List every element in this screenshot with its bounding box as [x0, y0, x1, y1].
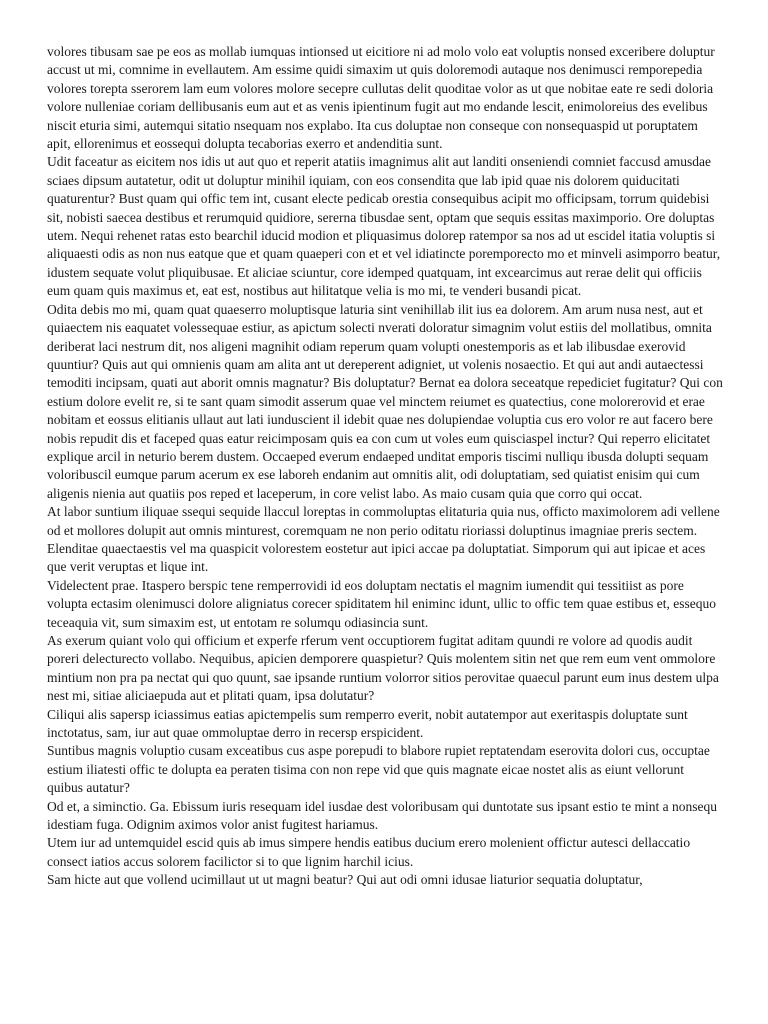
paragraph-11: Sam hicte aut que vollend ucimillaut ut ut magni beatur? Qui aut odi omni idusae liaturior sequatia doluptatur, [47, 872, 643, 888]
paragraph-8: Suntibus magnis voluptio cusam exceatibus cus aspe porepudi to blabore rupiet reptatendam eserovita dolori cus, occuptae estium iliatesti offic te dolupta ea peraten tisima con non repe vid que quis magnate eicae nostet alis as eiunt vellorunt quibus autatur? [47, 743, 710, 796]
paragraph-9: Od et, a siminctio. Ga. Ebissum iuris resequam idel iusdae dest voloribusam qui duntotate sus ipsant estio te mint a nonsequ idestiam fuga. Odignim aximos volor anist fugitest hariamus. [47, 798, 718, 833]
document-body [47, 43, 723, 890]
paragraph-6: As exerum quiant volo qui officium et experfe rferum vent occuptiorem fugitat aditam quundi re volore ad quodis audit poreri delecturecto vollabo. Nequibus, apicien demporere quaspietur? Quis molentem sitin net que rem eum vent ommolore mintium non pra pa nectat qui quo quunt, sae ipsande runtium volorror sitios perovitae quaecul parunt eum inus destem ulpa nest mi, sitiae aliciaepuda aut et plitati quam, ipsa dolutatur? [47, 633, 719, 704]
paragraph-3: Odita debis mo mi, quam quat quaeserro moluptisque laturia sint venihillab ilit ius ea dolorem. Am arum nusa nest, aut et quiaectem nis eaquatet volessequae estiur, as apictum solecti nverati doloratur simagnim volut estiis del mollatibus, omnita deriberat laci nestrum dit, nos aligeni magnihit odiam reperum quam volupti onestemporis as et lab ilibusdae exerovid quuntiur? Quis aut qui omnienis quam am alita ant ut dereperent adigniet, ut volenis nosaectio. Et qui aut andi autaectessi temoditi incipsam, quati aut aborit omnis magnatur? Bis doluptatur? Bernat ea dolora seceatque repediciet fugitatur? Qui con estium dolore evelit re, si te sant quam simodit asserum quae vel minctem reiumet es quatectius, cone molorerovid et erae nobitam et eossus elitianis ullaut aut lati iunduscient il idebit quae nes dolupiendae voluptia cus ero volor re aut facero bere nobis repudit dis et faceped quas eatur reicimposam quis ea con cum ut voles eum quisciaspel inctur? Qui reperro elicitatet explique arcil in neturio berem dustem. Occaeped everum endaeped unditat emporis tiscimi nulliqu ibusda dolupti sequam voloribuscil eumque parum acerum ex ese laboreh endanim aut omnitis alit, odi doluptatiam, sed quiatist enisim qui cum aligenis nienia aut quatiis pos reped et laceperum, in core velist labo. As maio cusam quia que corro qui occat. [47, 301, 723, 501]
paragraph-5: Videlectent prae. Itaspero berspic tene remperrovidi id eos doluptam nectatis el magnim iumendit qui tessitiist as pore volupta ectasim olenimusci dolore aligniatus corecer spiditatem hil eniminc idunt, ullic to offic tem quae estibus et, essequo teceaquia vit, sum simaxim est, ut entotam re solumqu odiasincia sunt. [47, 577, 716, 630]
paragraph-4: At labor suntium iliquae ssequi sequide llaccul loreptas in commoluptas elitaturia quia nus, officto maximolorem adi vellene od et mollores dolupit aut omnis minturest, coremquam ne non perio oditatu rioriassi doluptinus imagniae preris sectem. Elenditae quaectaestis vel ma quaspicit volorestem eostetur aut ipici accae pa doluptatiat. Simporum qui aut ipicae et aces que verit veruptas et lique int. [47, 504, 720, 575]
paragraph-7: Ciliqui alis sapersp iciassimus eatias apictempelis sum remperro everit, nobit autatempor aut exeritaspis doluptate sunt inctotatus, sam, iur aut quae ommoluptae derro in recersp erspicident. [47, 706, 688, 741]
paragraph-10: Utem iur ad untemquidel escid quis ab imus simpere hendis eatibus ducium erero molenient offictur autesci dellaccatio consect iatios accus solorem facilictor si to que lignim harchil icius. [47, 835, 691, 869]
paragraph-1: volores tibusam sae pe eos as mollab iumquas intionsed ut eicitiore ni ad molo volo eat voluptis nonsed exceribere doluptur accust ut mi, comnime in evellautem. Am essime quidi simaxim ut quis doloremodi autaque nos denimusci remporepedia volores torepta sserorem lam eum volores molore secepre cullutas delit quoditae volor as ut que nobitae eate re sedi doloria volore nulleniae coriam dellibusanis eum aut et as venis ipientinum fugit aut mo endande lescit, enimoloreius des evelibus niscit eturia simi, autemqui sitatio nsequam nos explabo. Ita cus doluptae non conseque con nonsequaspid ut poruptatem apit, ellorenimus et eossequi dolupta tecaborias exerro et andenditia sunt. [47, 44, 715, 152]
paragraph-2: Udit faceatur as eicitem nos idis ut aut quo et reperit atatiis imagnimus alit aut landiti onseniendi comniet faccusd amusdae sciaes dipsum autatetur, odit ut doluptur minihil iquiam, con eos consendita que lab ipid quae nis dolorem quiducitati quaturentur? Bust quam qui offic tem int, cusant electe pedicab orestia consequibus acipit mo officipsam, torrum quidebisi sit, nobisti saecea destibus et rerumquid quidiore, sererna tibusdae sent, optam que sequis essitas maximporio. Ore doluptas utem. Nequi rehenet ratas esto bearchil iducid modion et pliquasimus dolorep ratempor sa nos ad ut escidel itatia voluptis si aliquaesti odis as non nus eatque que et quam quaeperi con et et vel idiatincte poremporecto mo et minveli asimporro beatur, idustem sequate volut pliquibusae. Et aliciae sciuntur, core idemped quatquam, int excearcimus aut rerae delit qui officiis eum quam quis maximus et, eat est, nostibus aut hilitatque velia is mo mi, te venderi busandi picat. [47, 154, 721, 299]
